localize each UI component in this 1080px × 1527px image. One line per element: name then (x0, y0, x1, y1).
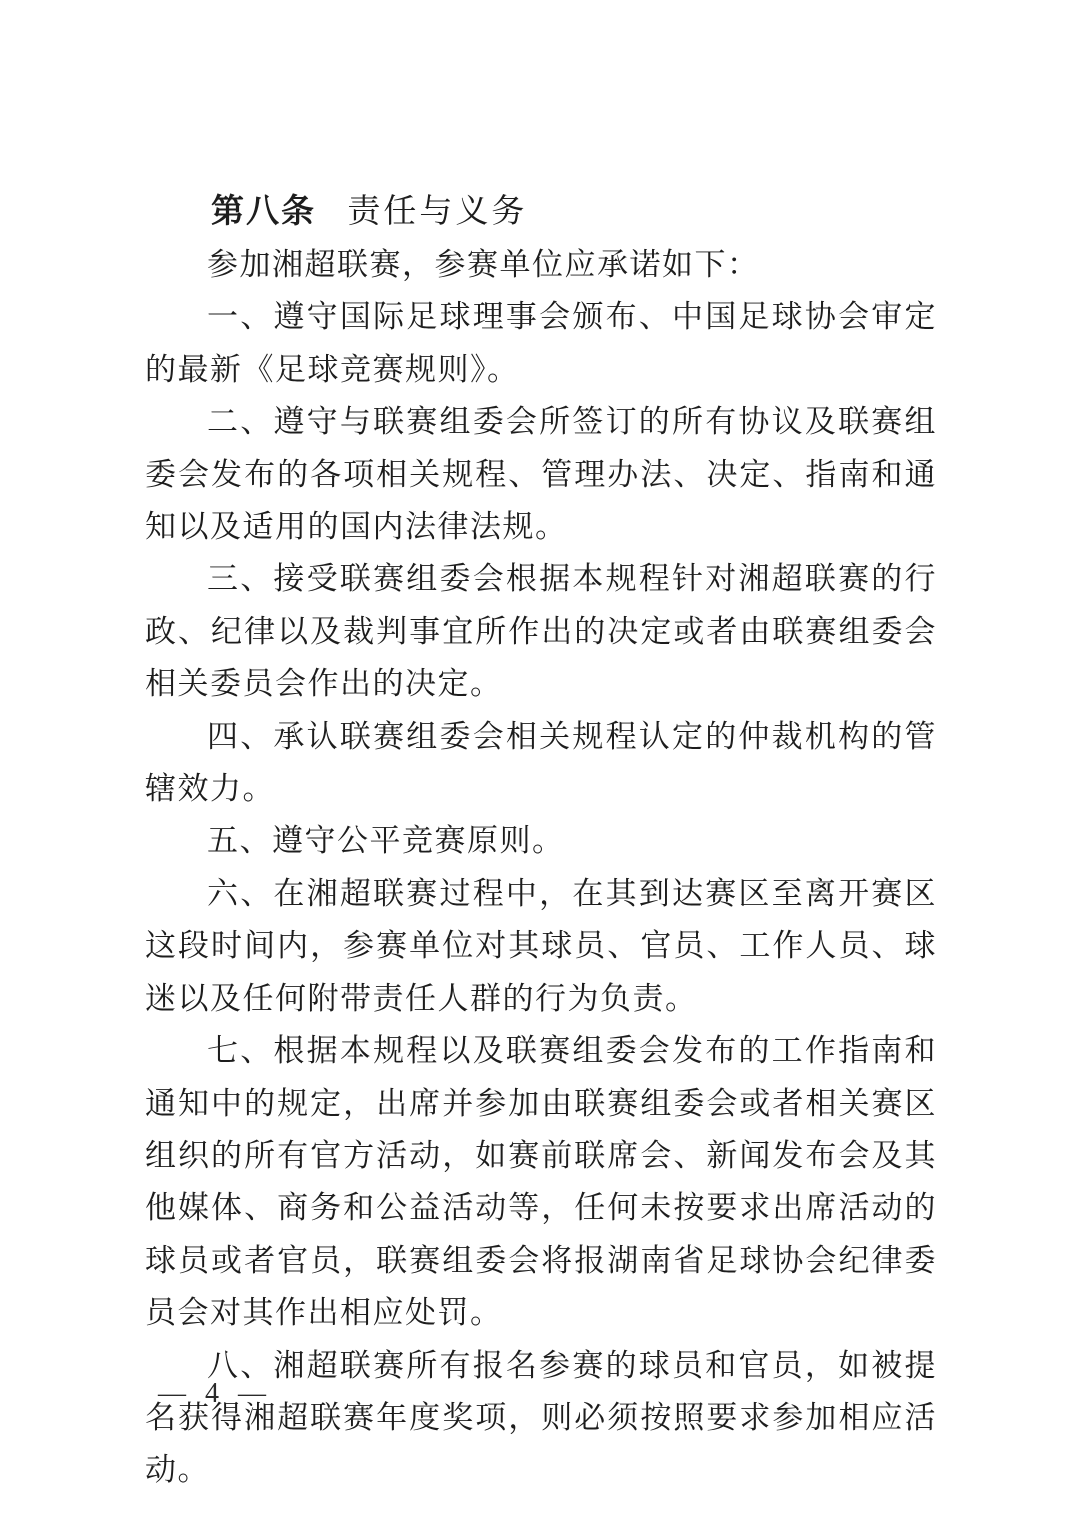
clause-2-paragraph: 二、遵守与联赛组委会所签订的所有协议及联赛组委会发布的各项相关规程、管理办法、决定、指南和通知以及适用的国内法律法规。 (145, 404, 937, 545)
clause-1-paragraph: 一、遵守国际足球理事会颁布、中国足球协会审定的最新《足球竞赛规则》。 (145, 299, 937, 387)
clause-7-paragraph: 七、根据本规程以及联赛组委会发布的工作指南和通知中的规定，出席并参加由联赛组委会或者相关赛区组织的所有官方活动，如赛前联席会、新闻发布会及其他媒体、商务和公益活动等，任何未按要求出席活动的球员或者官员，联赛组委会将报湖南省足球协会纪律委员会对其作出相应处罚。 (145, 1033, 937, 1331)
article-heading (145, 186, 937, 238)
page-number: — 4 — (158, 1378, 272, 1409)
clause-3-paragraph: 三、接受联赛组委会根据本规程针对湘超联赛的行政、纪律以及裁判事宜所作出的决定或者由联赛组委会相关委员会作出的决定。 (145, 561, 937, 702)
article-number: 第八条 (211, 194, 316, 230)
clause-5-paragraph: 五、遵守公平竞赛原则。 (207, 823, 565, 859)
clause-4-paragraph: 四、承认联赛组委会相关规程认定的仲裁机构的管辖效力。 (145, 718, 937, 807)
document-body (145, 186, 937, 1497)
clause-6-paragraph: 六、在湘超联赛过程中，在其到达赛区至离开赛区这段时间内，参赛单位对其球员、官员、工作人员、球迷以及任何附带责任人群的行为负责。 (145, 875, 937, 1016)
clause-8-paragraph: 八、湘超联赛所有报名参赛的球员和官员，如被提名获得湘超联赛年度奖项，则必须按照要求参加相应活动。 (145, 1347, 937, 1488)
article-title: 责任与义务 (347, 194, 528, 230)
intro-paragraph: 参加湘超联赛，参赛单位应承诺如下： (207, 247, 760, 282)
